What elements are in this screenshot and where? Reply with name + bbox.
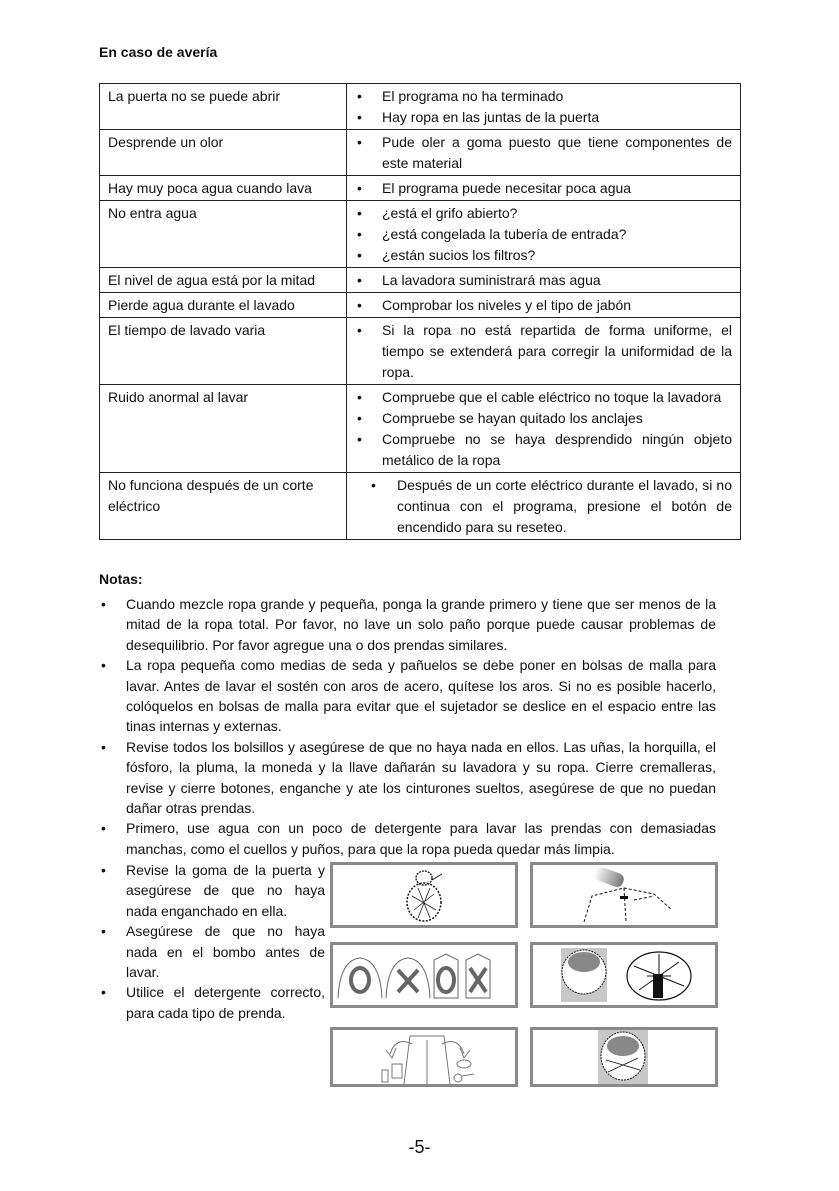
- garment-correct-incorrect-icon: [334, 946, 514, 1004]
- cause-item: • Si la ropa no está repartida de forma uniforme, el tiempo se extenderá para corregir la uniformidad de la ropa.: [355, 320, 732, 383]
- note-item: • Cuando mezcle ropa grande y pequeña, ponga la grande primero y tiene que ser menos de la mitad de la ropa total. Por favor, no lave un solo paño porque puede causar problemas de desequilibrio. Por favor agregue una o dos prendas similares.: [99, 594, 716, 655]
- cause-cell: [347, 176, 741, 201]
- notes-title: Notas:: [99, 571, 143, 587]
- cause-item: • Pude oler a goma puesto que tiene componentes de este material: [355, 132, 732, 174]
- cause-cell: [347, 201, 741, 268]
- problem-cell: Desprende un olor: [100, 130, 347, 176]
- problem-cell: La puerta no se puede abrir: [100, 84, 347, 130]
- cause-cell: [347, 84, 741, 130]
- troubleshooting-table: [99, 83, 741, 540]
- table-row: [100, 201, 741, 268]
- empty-pockets-icon: [364, 1030, 484, 1084]
- table-row: [100, 385, 741, 473]
- cause-item: • Compruebe no se haya desprendido ningún objeto metálico de la ropa: [355, 429, 732, 471]
- mesh-bag-figure: [330, 862, 518, 928]
- problem-cell: Hay muy poca agua cuando lava: [100, 176, 347, 201]
- drum-empty-icon: [594, 1030, 654, 1084]
- cause-item: • ¿está el grifo abierto?: [355, 203, 732, 224]
- page-number: -5-: [408, 1137, 431, 1157]
- cause-item: • Hay ropa en las juntas de la puerta: [355, 107, 732, 128]
- section-title: En caso de avería: [99, 44, 218, 60]
- problem-cell: No entra agua: [100, 201, 347, 268]
- cause-item: • El programa puede necesitar poca agua: [355, 178, 732, 199]
- cause-item: • Después de un corte eléctrico durante el lavado, si no continua con el programa, presione el botón de encendido para su reseteo.: [355, 475, 732, 538]
- cause-cell: [347, 318, 741, 385]
- table-row: [100, 130, 741, 176]
- cause-cell: [347, 385, 741, 473]
- problem-cell: El tiempo de lavado varia: [100, 318, 347, 385]
- problem-cell: El nivel de agua está por la mitad: [100, 268, 347, 293]
- cause-item: • ¿está congelada la tubería de entrada?: [355, 224, 732, 245]
- detergent-collar-figure: [530, 862, 718, 928]
- notes-list: [99, 594, 716, 859]
- cause-item: • Comprobar los niveles y el tipo de jabón: [355, 295, 732, 316]
- table-row: [100, 176, 741, 201]
- note-item: • Primero, use agua con un poco de detergente para lavar las prendas con demasiadas manchas, como el cuellos y puños, para que la ropa pueda quedar más limpia.: [99, 818, 716, 859]
- table-row: [100, 84, 741, 130]
- detergent-collar-icon: [564, 866, 684, 924]
- side-note-item: • Asegúrese de que no haya nada en el bombo antes de lavar.: [99, 921, 325, 982]
- table-row: [100, 268, 741, 293]
- side-note-item: • Revise la goma de la puerta y asegúrese de que no haya nada enganchado en ella.: [99, 860, 325, 921]
- note-item: • Revise todos los bolsillos y asegúrese de que no haya nada en ellos. Las uñas, la horquilla, el fósforo, la pluma, la moneda y la llave dañarán su lavadora y su ropa. Cierre cremalleras, revise y cierre botones, enganche y ate los cinturones sueltos, asegúrese de que no puedan dañar otras prendas.: [99, 737, 716, 819]
- cause-cell: [347, 293, 741, 318]
- problem-cell: Pierde agua durante el lavado: [100, 293, 347, 318]
- note-item: • La ropa pequeña como medias de seda y pañuelos se debe poner en bolsas de malla para lavar. Antes de lavar el sostén con aros de acero, quítese los aros. Si no es posible hacerlo, colóquelos en bolsas de malla para evitar que el sujetador se deslice en el espacio entre las tinas internas y externas.: [99, 655, 716, 737]
- cause-item: • Compruebe que el cable eléctrico no toque la lavadora: [355, 387, 732, 408]
- table-row: [100, 473, 741, 540]
- cause-cell: [347, 130, 741, 176]
- mesh-bag-icon: [394, 866, 454, 924]
- problem-cell: No funciona después de un corte eléctrico: [100, 473, 347, 540]
- table-row: [100, 293, 741, 318]
- cause-cell: [347, 473, 741, 540]
- cause-item: • La lavadora suministrará mas agua: [355, 270, 732, 291]
- drum-inspection-figure: [530, 942, 718, 1008]
- empty-pockets-figure: [330, 1027, 518, 1087]
- cause-item: • El programa no ha terminado: [355, 86, 732, 107]
- drum-empty-figure: [530, 1027, 718, 1087]
- problem-cell: Ruido anormal al lavar: [100, 385, 347, 473]
- side-notes-list: [99, 860, 325, 1023]
- garment-check-figure: [330, 942, 518, 1008]
- cause-cell: [347, 268, 741, 293]
- drum-inspection-icon: [539, 946, 709, 1004]
- side-note-item: • Utilice el detergente correcto, para cada tipo de prenda.: [99, 982, 325, 1023]
- cause-item: • ¿están sucios los filtros?: [355, 245, 732, 266]
- table-row: [100, 318, 741, 385]
- cause-item: • Compruebe se hayan quitado los anclajes: [355, 408, 732, 429]
